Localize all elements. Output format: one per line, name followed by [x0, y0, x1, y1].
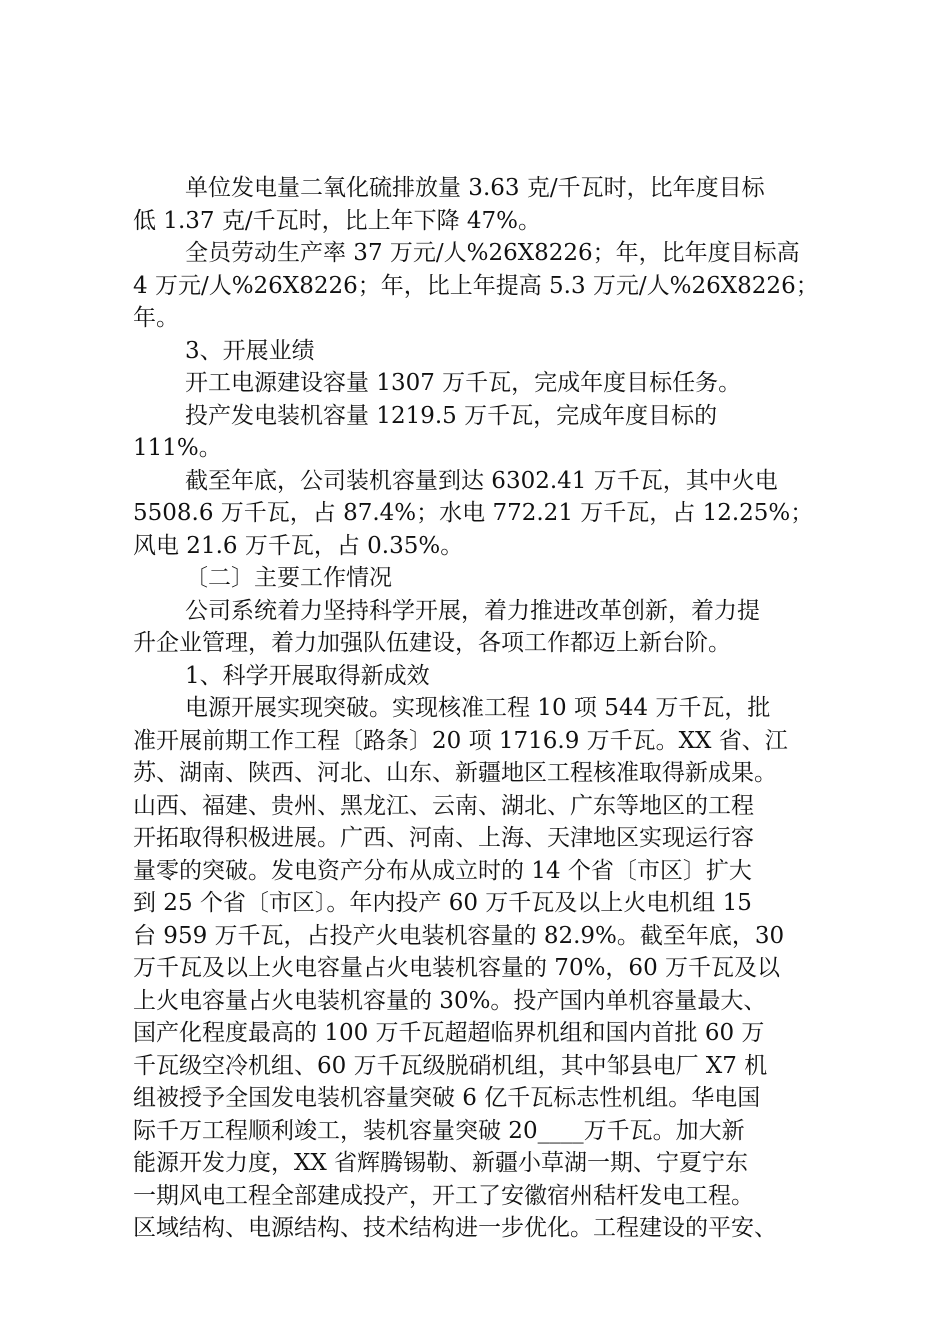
- text-line: 公司系统着力坚持科学开展，着力推进改革创新，着力提: [185, 597, 760, 624]
- text-line: 苏、湖南、陕西、河北、山东、新疆地区工程核准取得新成果。: [133, 760, 777, 786]
- document-body: [133, 172, 833, 1245]
- text-line: 开工电源建设容量 1307 万千瓦，完成年度目标任务。: [185, 370, 742, 396]
- text-line: 能源开发力度，XX 省辉腾锡勒、新疆小草湖一期、宁夏宁东: [133, 1150, 749, 1176]
- text-line: 千瓦级空冷机组、60 万千瓦级脱硝机组，其中邹县电厂 X7 机: [133, 1052, 768, 1079]
- text-line: 风电 21.6 万千瓦，占 0.35%。: [133, 532, 464, 559]
- text-line: 4 万元/人%26X8226；年，比上年提高 5.3 万元/人%26X8226；: [133, 272, 819, 299]
- text-line: 组被授予全国发电装机容量突破 6 亿千瓦标志性机组。华电国: [133, 1085, 761, 1111]
- text-line: 111%。: [133, 435, 222, 461]
- section-heading: 1、科学开展取得新成效: [185, 662, 430, 689]
- text-line: 量零的突破。发电资产分布从成立时的 14 个省〔市区〕扩大: [133, 857, 752, 884]
- text-line: 上火电容量占火电装机容量的 30%。投产国内单机容量最大、: [133, 987, 767, 1014]
- text-line: 际千万工程顺利竣工，装机容量突破 20____万千瓦。加大新: [133, 1117, 745, 1144]
- section-heading: 〔二〕主要工作情况: [185, 565, 392, 591]
- text-line: 准开展前期工作工程〔路条〕20 项 1716.9 万千瓦。XX 省、江: [133, 727, 788, 754]
- text-line: 电源开展实现突破。实现核准工程 10 项 544 万千瓦，批: [185, 695, 771, 721]
- text-line: 万千瓦及以上火电容量占火电装机容量的 70%，60 万千瓦及以: [133, 955, 781, 981]
- section-heading: 3、开展业绩: [185, 337, 315, 364]
- text-line: 投产发电装机容量 1219.5 万千瓦，完成年度目标的: [185, 402, 718, 429]
- text-line: 开拓取得积极进展。广西、河南、上海、天津地区实现运行容: [133, 825, 754, 851]
- text-line: 年。: [133, 305, 179, 331]
- text-line: 到 25 个省〔市区〕。年内投产 60 万千瓦及以上火电机组 15: [133, 890, 752, 916]
- text-line: 国产化程度最高的 100 万千瓦超超临界机组和国内首批 60 万: [133, 1020, 765, 1046]
- text-line: 一期风电工程全部建成投产，开工了安徽宿州秸杆发电工程。: [133, 1182, 754, 1209]
- text-line: 区域结构、电源结构、技术结构进一步优化。工程建设的平安、: [133, 1215, 777, 1241]
- text-line: 台 959 万千瓦，占投产火电装机容量的 82.9%。截至年底，30: [133, 922, 785, 949]
- text-line: 全员劳动生产率 37 万元/人%26X8226；年，比年度目标高: [185, 240, 800, 266]
- text-line: 5508.6 万千瓦，占 87.4%；水电 772.21 万千瓦，占 12.25%；: [133, 500, 814, 526]
- text-line: 截至年底，公司装机容量到达 6302.41 万千瓦，其中火电: [185, 467, 778, 494]
- text-line: 单位发电量二氧化硫排放量 3.63 克/千瓦时，比年度目标: [185, 175, 765, 201]
- text-line: 山西、福建、贵州、黑龙江、云南、湖北、广东等地区的工程: [133, 792, 754, 819]
- text-line: 低 1.37 克/千瓦时，比上年下降 47%。: [133, 207, 542, 234]
- text-line: 升企业管理，着力加强队伍建设，各项工作都迈上新台阶。: [133, 630, 731, 656]
